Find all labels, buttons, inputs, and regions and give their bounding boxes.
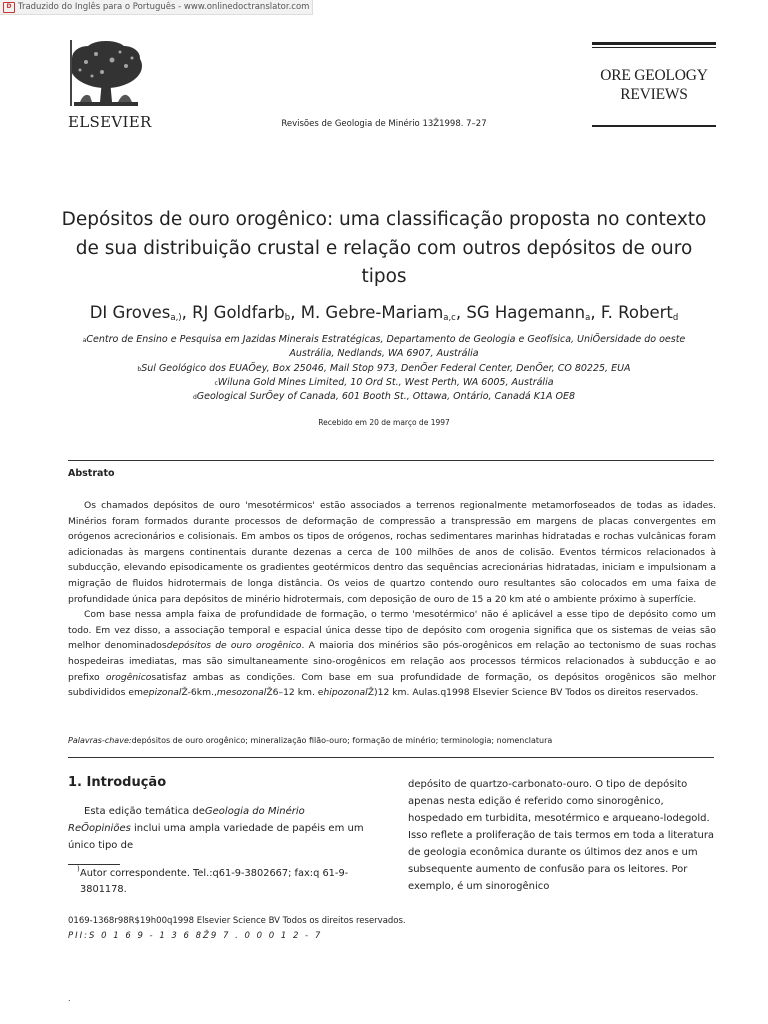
- masthead-rule-top: [592, 42, 716, 45]
- affiliation-d: dGeological SurÕey of Canada, 601 Booth St., Ottawa, Ontário, Canadá K1A OE8: [192, 391, 576, 402]
- affiliation-b: bSul Geológico dos EUAÕey, Box 25046, Mail Stop 973, DenÕer Federal Center, DenÕer, CO 80225, EUA: [137, 363, 631, 374]
- document-icon: D: [3, 2, 15, 13]
- author: RJ Goldfarb$_b$,: [192, 303, 301, 323]
- author: DI Groves$_{a,)}$,: [89, 303, 193, 323]
- footnote-text: Autor correspondente. Tel.:q61-9-3802667; fax:q 61-9-3801178.: [80, 868, 349, 895]
- received-date: Recebido em 20 de março de 1997: [318, 418, 450, 427]
- translator-banner[interactable]: [0, 0, 313, 15]
- article-title: Depósitos de ouro orogênico: uma classificação proposta no contexto de sua distribuição crustal e relação com outros depósitos de ouro tipos: [61, 209, 707, 287]
- intro-left-column: [68, 803, 368, 854]
- page-mark: .: [68, 994, 71, 1003]
- abstract-paragraph-2: Com base nessa ampla faixa de profundidade de formação, o termo 'mesotérmico' não é aplicável a esse tipo de depósito como um todo. Em vez disso, a associação temporal e espacial única desse tipo de depósito com orogenia significa que os sistemas de veias são melhor denominadosdepósitos de ouro orogênico. A maioria dos minérios são pós-orogênicos em relação ao tectonismo de suas rochas hospedeiras imediatas, mas são simultaneamente sino-orogênicos em relação aos processos térmicos relacionados à subducção e ao prefixo orogênicosatisfaz ambas as condições. Com base em sua profundidade de formação, os depósitos orogênicos são melhor subdivididos emepizonalŽ-6km.,mesozonalŽ6–12 km. ehipozonalŽ)12 km. Aulas.q1998 Elsevier Science BV Todos os direitos reservados.: [68, 609, 717, 699]
- footnote-mark: ): [77, 865, 80, 873]
- journal-title-line2: REVIEWS: [620, 86, 688, 103]
- abstract-rule-top: [68, 460, 714, 461]
- masthead-rule-bottom: [592, 125, 716, 127]
- author: M. Gebre-Mariam$_{a,c}$,: [300, 303, 467, 323]
- intro-paragraph: Esta edição temática deGeologia do Minério ReÕopiniões inclui uma ampla variedade de papéis em um único tipo de: [68, 806, 364, 851]
- copyright-line: 0169-1368r98R$19h00q1998 Elsevier Science BV Todos os direitos reservados.: [68, 916, 406, 926]
- abstract-heading: Abstrato: [68, 468, 115, 479]
- intro-paragraph-right: depósito de quartzo-carbonato-ouro. O tipo de depósito apenas nesta edição é referido como sinorogênico, hospedado em turbidita, mesotérmico e arqueano-lodegold. Isso reflete a proliferação de tais termos em toda a literatura de geologia econômica durante os últimos dez anos e um subsequente aumento de confusão para os leitores. Por exemplo, é um sinorogênico: [408, 779, 715, 892]
- abstract-rule-bottom: [68, 757, 714, 758]
- translator-label: Traduzido do Inglês para o Português - www.onlinedoctranslator.com: [18, 2, 310, 12]
- elsevier-tree-logo: [66, 40, 146, 112]
- intro-right-column: [408, 776, 718, 895]
- keywords: Palavras-chave:depósitos de ouro orogênico; mineralização filão-ouro; formação de minério; terminologia; nomenclatura: [68, 736, 553, 745]
- affiliation-a-cont: Austrália, Nedlands, WA 6907, Austrália: [289, 348, 479, 359]
- affiliation-c: cWiluna Gold Mines Limited, 10 Ord St., West Perth, WA 6005, Austrália: [214, 377, 554, 388]
- journal-title-line1: ORE GEOLOGY: [600, 67, 708, 84]
- masthead-rule-top-thin: [592, 47, 716, 48]
- author: SG Hagemann$_a$,: [466, 303, 601, 323]
- pii-line: PII:S 0 1 6 9 - 1 3 6 8Ž9 7 . 0 0 0 1 2 - 7: [68, 931, 323, 941]
- abstract-paragraph-1: Os chamados depósitos de ouro 'mesotérmicos' estão associados a terrenos regionalmente metamorfoseados de todas as idades. Minérios foram formados durante processos de deformação de compressão a transpressão em margens de placas convergentes em orógenos acrecionários e colisionais. Em ambos os tipos de orógenos, rochas sedimentares marinhas hidratadas e rochas vulcânicas foram adicionadas às margens continentais durante dezenas a cerca de 100 milhões de anos de colisão. Eventos térmicos relacionados à subducção, elevando episodicamente os gradientes geotérmicos dentro das sequências acrecionárias hidratadas, iniciam e impulsionam a migração de fluidos hidrotermais de longa distância. Os veios de quartzo contendo ouro resultantes são colocados em uma faixa de profundidade única para depósitos de minério hidrotermais, com deposição de ouro de 15 a 20 km até o ambiente próximo à superfície.: [68, 500, 716, 605]
- publisher-name: ELSEVIER: [68, 113, 152, 131]
- journal-reference: Revisões de Geologia de Minério 13Ž1998. 7–27: [281, 119, 487, 129]
- affiliation-a: aCentro de Ensino e Pesquisa em Jazidas Minerais Estratégicas, Departamento de Geologia e Geofísica, UniÕersidade do oeste: [82, 334, 686, 345]
- author-list: [0, 303, 768, 323]
- copyright-block: [68, 914, 406, 944]
- footnote: [77, 865, 370, 897]
- abstract-body: [68, 498, 716, 701]
- author: F. Robert$_d$: [600, 303, 679, 323]
- footnote-rule: [68, 864, 120, 865]
- journal-title: [592, 66, 716, 104]
- section-heading: 1. Introdução: [68, 775, 167, 790]
